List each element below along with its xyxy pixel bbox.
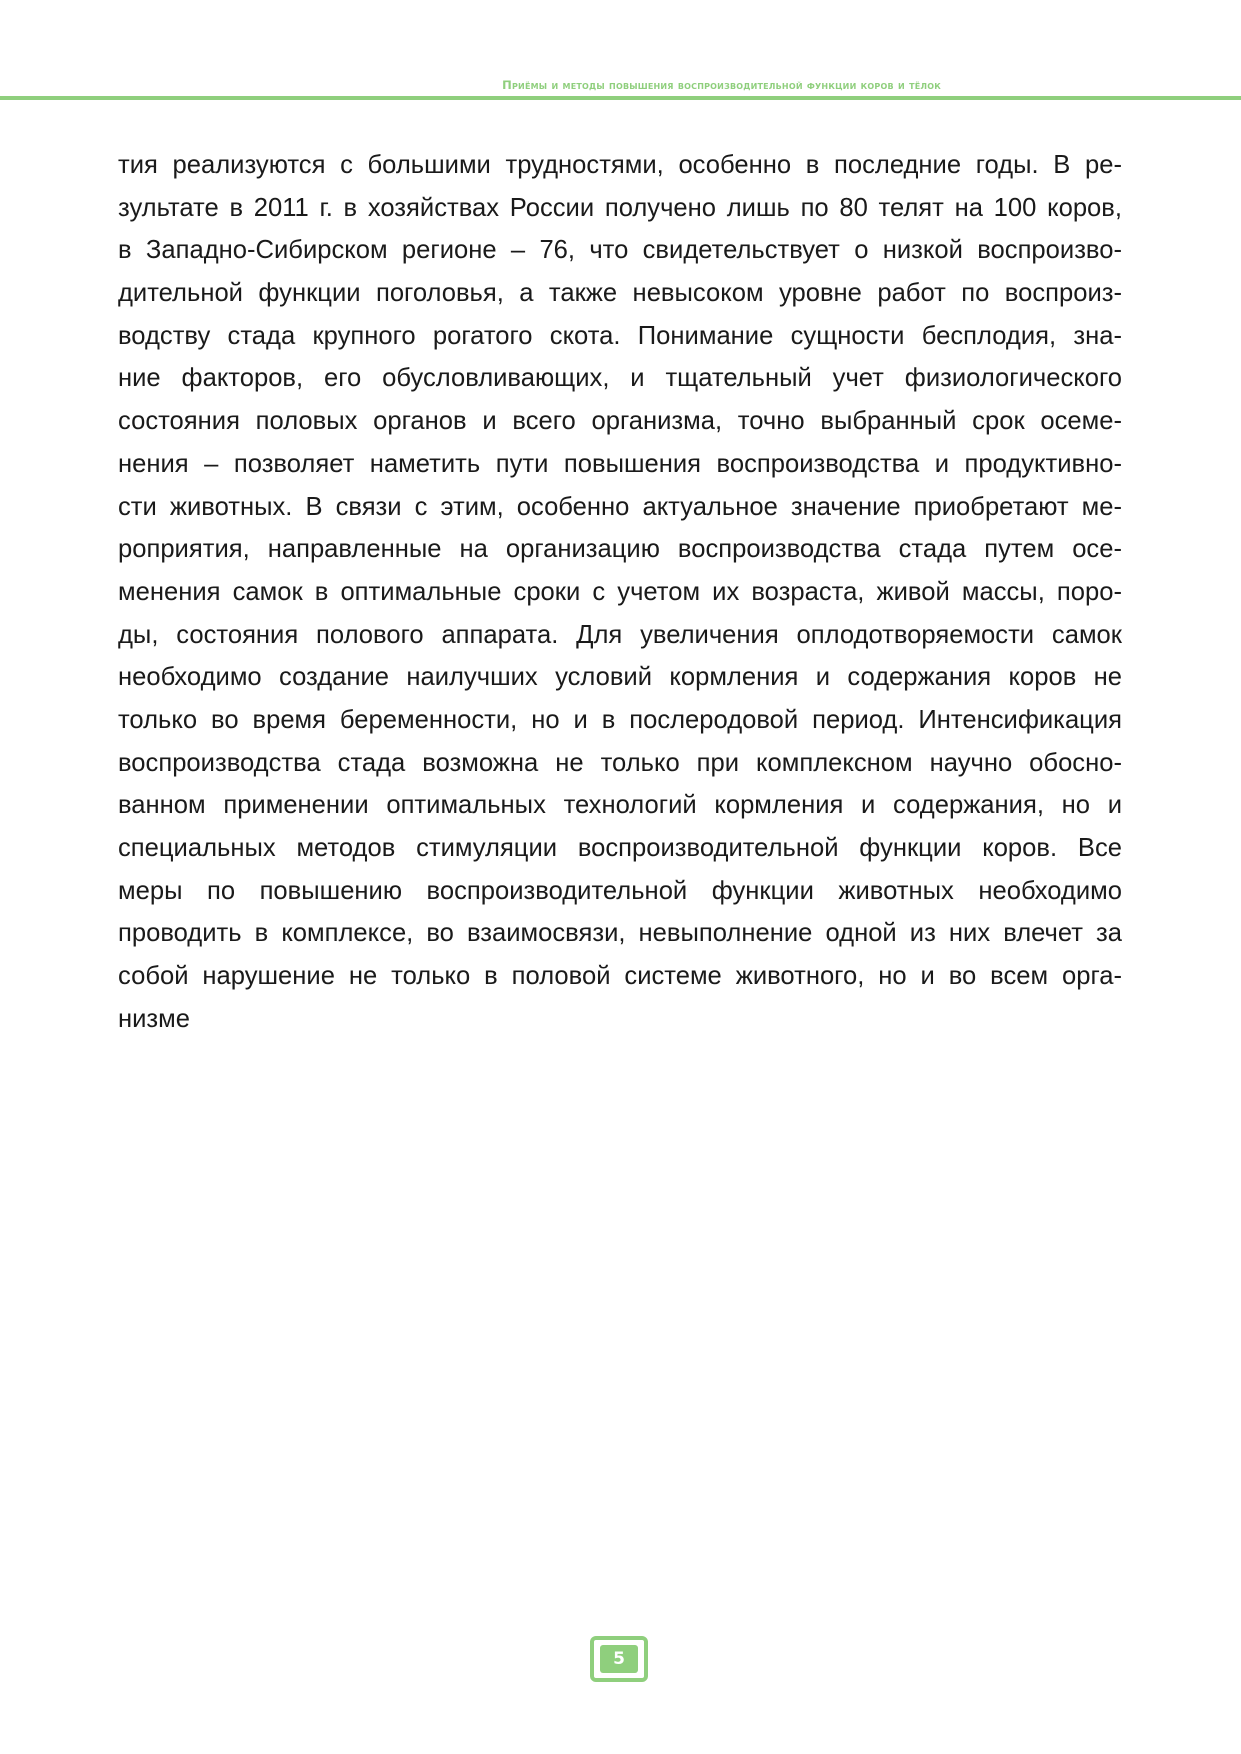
body-line: ды, состояния полового аппарата. Для увеличения оплодотворяемости самок xyxy=(118,620,1122,649)
body-line: ние факторов, его обусловливающих, и тщательный учет физиологического xyxy=(118,364,1122,393)
body-line: состояния половых органов и всего организма, точно выбранный срок осеме- xyxy=(118,407,1122,436)
body-text xyxy=(118,144,1122,1040)
body-line: воспроизводства стада возможна не только при комплексном научно обосно- xyxy=(118,748,1122,777)
body-line: специальных методов стимуляции воспроизводительной функции коров. Все xyxy=(118,834,1122,862)
body-line: тия реализуются с большими трудностями, особенно в последние годы. В ре- xyxy=(118,151,1122,179)
page-number-badge xyxy=(590,1636,648,1682)
body-line: в Западно-Сибирском регионе – 76, что свидетельствует о низкой воспроизво- xyxy=(118,236,1122,265)
running-header xyxy=(0,78,1241,102)
header-rule xyxy=(0,96,1241,100)
body-line: собой нарушение не только в половой системе животного, но и во всем орга- xyxy=(118,962,1122,991)
body-line: нения – позволяет наметить пути повышения воспроизводства и продуктивно- xyxy=(118,449,1122,478)
body-line: только во время беременности, но и в послеродовой период. Интенсификация xyxy=(118,705,1122,734)
body-line: дительной функции поголовья, а также невысоком уровне работ по воспроиз- xyxy=(118,279,1122,308)
body-line: менения самок в оптимальные сроки с учетом их возраста, живой массы, поро- xyxy=(118,577,1122,606)
page-number: 5 xyxy=(600,1645,638,1673)
body-line: меры по повышению воспроизводительной функции животных необходимо xyxy=(118,876,1122,905)
body-line: роприятия, направленные на организацию воспроизводства стада путем осе- xyxy=(118,535,1122,564)
running-title: Приёмы и методы повышения воспроизводительной функции коров и тёлок xyxy=(502,78,941,92)
body-line: необходимо создание наилучших условий кормления и содержания коров не xyxy=(118,663,1122,692)
body-line: водству стада крупного рогатого скота. Понимание сущности бесплодия, зна- xyxy=(118,321,1122,350)
body-line: проводить в комплексе, во взаимосвязи, невыполнение одной из них влечет за xyxy=(118,919,1122,948)
body-line: низме xyxy=(118,1004,190,1033)
body-line: ванном применении оптимальных технологий кормления и содержания, но и xyxy=(118,791,1122,820)
body-line: зультате в 2011 г. в хозяйствах России получено лишь по 80 телят на 100 коров, xyxy=(118,193,1122,222)
body-line: сти животных. В связи с этим, особенно актуальное значение приобретают ме- xyxy=(118,492,1122,521)
